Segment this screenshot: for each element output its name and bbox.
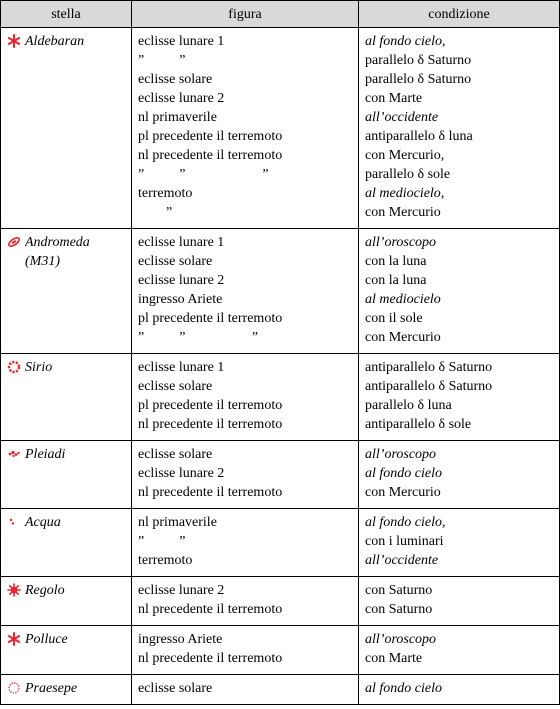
figura-cell [132,509,359,577]
condizione-line: con Mercurio, [365,148,445,163]
condizione-cell [359,626,560,675]
condizione-line: con la luna [365,254,427,269]
condizione-line: all’oroscopo [365,235,437,250]
table-row [1,626,560,675]
condizione-line: al fondo cielo, [365,515,446,530]
figura-line: ingresso Ariete [138,632,223,647]
condizione-cell [359,675,560,705]
stella-cell [1,441,132,509]
condizione-line: con Mercurio [365,205,441,220]
condizione-line: con Marte [365,91,423,106]
condizione-line: con la luna [365,273,427,288]
condizione-cell [359,441,560,509]
figura-line: ” ” [138,534,186,549]
figura-line: eclisse lunare 1 [138,360,225,375]
stella-cell [1,28,132,229]
header-stella: stella [1,1,132,28]
galaxy-icon [7,235,21,249]
figura-line: eclisse solare [138,379,213,394]
condizione-line: al fondo cielo [365,681,442,696]
condizione-line: parallelo δ luna [365,398,452,413]
stella-cell [1,509,132,577]
dots-icon [7,515,21,529]
header-condizione: condizione [359,1,560,28]
figura-line: eclisse lunare 1 [138,34,225,49]
figura-line: eclisse lunare 2 [138,583,225,598]
condizione-line: all’occidente [365,110,439,125]
figura-line: nl primaverile [138,110,217,125]
table-row [1,509,560,577]
star-name [25,233,90,271]
figura-line: terremoto [138,186,193,201]
figura-line: eclisse lunare 2 [138,273,225,288]
stella-cell [1,577,132,626]
figura-line: eclisse solare [138,447,213,462]
figura-line: ” ” ” [138,330,259,345]
condizione-line: parallelo δ Saturno [365,72,472,87]
figura-line: ” ” ” [138,167,269,182]
table-row [1,229,560,354]
table-row [1,354,560,441]
figura-line: pl precedente il terremoto [138,311,283,326]
condizione-line: con Mercurio [365,485,441,500]
figura-line: ” [138,205,173,220]
condizione-line: al mediocielo, [365,186,445,201]
stella-cell [1,626,132,675]
figura-cell [132,354,359,441]
condizione-line: parallelo δ Saturno [365,53,472,68]
figura-line: pl precedente il terremoto [138,129,283,144]
burst-star-icon [7,583,21,597]
asterisk-star-icon [7,34,21,48]
condizione-line: antiparallelo δ luna [365,129,473,144]
table-row [1,441,560,509]
condizione-line: con Marte [365,651,423,666]
condizione-line: all’oroscopo [365,447,437,462]
condizione-line: antiparallelo δ Saturno [365,360,493,375]
figura-line: nl precedente il terremoto [138,417,283,432]
ring-star-icon [7,360,21,374]
stella-cell [1,675,132,705]
figura-cell [132,675,359,705]
figura-cell [132,441,359,509]
dotted-circle-icon [7,681,21,695]
star-name: Polluce [25,632,68,647]
figura-line: nl precedente il terremoto [138,148,283,163]
header-row [1,1,560,28]
table-row [1,577,560,626]
figura-line: eclisse lunare 1 [138,235,225,250]
cluster-icon [7,447,21,461]
table-row [1,28,560,229]
stella-cell [1,229,132,354]
condizione-line: con Saturno [365,583,433,598]
star-name: Acqua [25,515,61,530]
header-figura: figura [132,1,359,28]
figura-line: nl primaverile [138,515,217,530]
condizione-line: al fondo cielo, [365,34,446,49]
star-name-line: (M31) [25,254,60,269]
condizione-line: con i luminari [365,534,444,549]
condizione-cell [359,28,560,229]
condizione-cell [359,509,560,577]
table-row [1,675,560,705]
condizione-cell [359,354,560,441]
condizione-line: con Mercurio [365,330,441,345]
figura-cell [132,229,359,354]
figura-line: eclisse solare [138,254,213,269]
condizione-line: con Saturno [365,602,433,617]
condizione-line: con il sole [365,311,423,326]
figura-line: nl precedente il terremoto [138,485,283,500]
condizione-cell [359,229,560,354]
condizione-cell [359,577,560,626]
figura-line: ingresso Ariete [138,292,223,307]
star-name: Aldebaran [25,34,85,49]
figura-line: nl precedente il terremoto [138,651,283,666]
figura-cell [132,28,359,229]
star-name: Praesepe [25,681,78,696]
figura-line: ” ” [138,53,186,68]
star-name: Sirio [25,360,53,375]
stella-cell [1,354,132,441]
condizione-line: antiparallelo δ sole [365,417,472,432]
star-name-line: Andromeda [25,235,90,250]
figura-line: nl precedente il terremoto [138,602,283,617]
star-name: Pleiadi [25,447,66,462]
figura-line: eclisse solare [138,72,213,87]
condizione-line: all’oroscopo [365,632,437,647]
figura-line: terremoto [138,553,193,568]
condizione-line: al fondo cielo [365,466,442,481]
star-name: Regolo [25,583,65,598]
condizione-line: all’occidente [365,553,439,568]
figura-cell [132,577,359,626]
figura-line: eclisse lunare 2 [138,91,225,106]
asterisk-star-icon [7,632,21,646]
figura-line: eclisse lunare 2 [138,466,225,481]
condizione-line: al mediocielo [365,292,441,307]
condizione-line: parallelo δ sole [365,167,451,182]
figura-line: eclisse solare [138,681,213,696]
figura-cell [132,626,359,675]
condizione-line: antiparallelo δ Saturno [365,379,493,394]
figura-line: pl precedente il terremoto [138,398,283,413]
